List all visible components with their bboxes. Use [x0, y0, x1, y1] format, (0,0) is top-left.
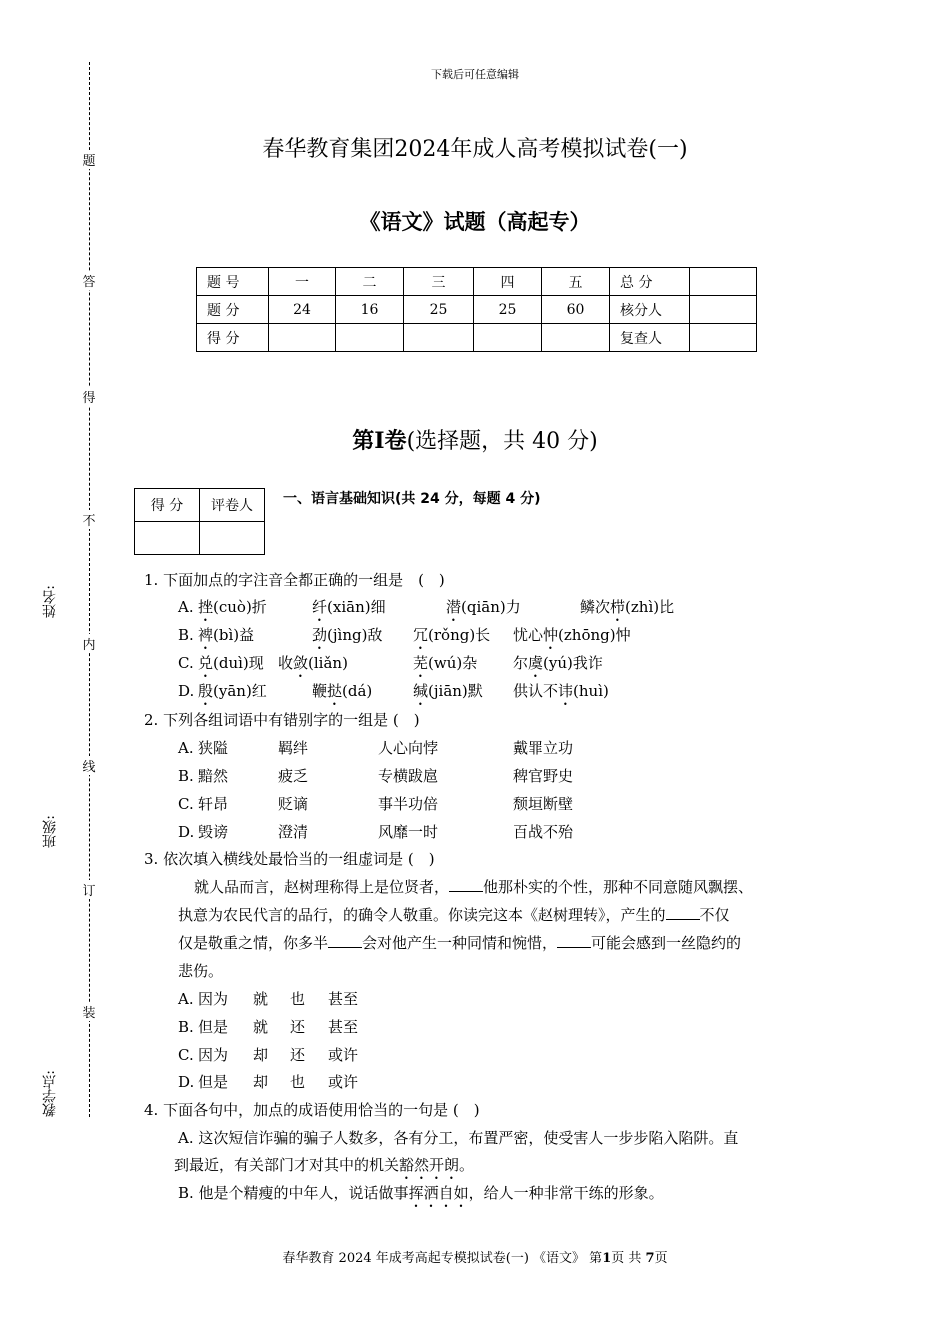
- table-cell: 评卷人: [200, 489, 265, 522]
- option-item: 人心向悖: [378, 739, 439, 757]
- option-item: 鞭挞(dá): [312, 682, 373, 700]
- option-item: 就: [253, 1018, 269, 1036]
- option-item: 供认不讳(huì): [513, 682, 609, 700]
- table-cell: [690, 268, 757, 296]
- table-cell: 25: [404, 296, 474, 324]
- option-letter: D.: [178, 682, 195, 700]
- option-letter: A.: [178, 739, 194, 757]
- name-field-label: 姓名:: [42, 585, 58, 618]
- score-table: [196, 267, 757, 352]
- option-item: 疲乏: [278, 767, 309, 785]
- binding-char: 得: [80, 387, 98, 406]
- table-cell: 16: [336, 296, 404, 324]
- binding-char: 装: [80, 1002, 98, 1021]
- option-item: 或许: [328, 1073, 359, 1091]
- table-cell: 60: [542, 296, 610, 324]
- binding-char: 不: [80, 510, 98, 529]
- option-letter: D.: [178, 823, 195, 841]
- option-item: 也: [290, 990, 306, 1008]
- option-item: 风靡一时: [378, 823, 439, 841]
- option-item: 贬谪: [278, 795, 309, 813]
- option-item: 毁谤: [198, 823, 229, 841]
- table-cell: [404, 324, 474, 352]
- option-item: 或许: [328, 1046, 359, 1064]
- table-cell: 五: [542, 268, 610, 296]
- option-letter: C.: [178, 795, 194, 813]
- table-cell: 总 分: [610, 268, 690, 296]
- binding-char: 题: [80, 150, 98, 169]
- binding-char: 线: [80, 756, 98, 775]
- section-title: [0, 424, 950, 455]
- option-item: 还: [290, 1046, 306, 1064]
- fill-blank: [328, 933, 362, 948]
- exam-subtitle: 《语文》试题（高起专）: [359, 209, 591, 234]
- question-stem: 3. 依次填入横线处最恰当的一组虚词是 ( ): [144, 850, 435, 868]
- option-item: 但是: [198, 1018, 229, 1036]
- table-row: [197, 324, 757, 352]
- option-item: 还: [290, 1018, 306, 1036]
- table-cell: [542, 324, 610, 352]
- option-item: 缄(jiān)默: [413, 682, 483, 700]
- option-item: 轩昂: [198, 795, 229, 813]
- option-item: 鳞次栉(zhì)比: [580, 598, 675, 616]
- option-item: 冗(rǒng)长: [413, 626, 491, 644]
- option-item: 甚至: [328, 1018, 359, 1036]
- center-field-label: 教学点:: [42, 1070, 58, 1117]
- option-item: 裨(bì)益: [198, 626, 255, 644]
- option-item: 黯然: [198, 767, 229, 785]
- option-item: 事半功倍: [378, 795, 439, 813]
- header-note: 下载后可任意编辑: [431, 68, 519, 81]
- option-item: 稗官野史: [513, 767, 574, 785]
- option-item: 也: [290, 1073, 306, 1091]
- page-footer: 春华教育 2024 年成考高起专模拟试卷(一) 《语文》 第1页 共 7页: [282, 1251, 668, 1266]
- option-letter: C.: [178, 654, 194, 672]
- fill-blank: [557, 933, 591, 948]
- passage-line: 就人品而言，赵树理称得上是位贤者， 他那朴实的个性，那种不同意随风飘摆、: [194, 878, 754, 896]
- option-item: 百战不殆: [513, 823, 574, 841]
- question-stem: 1. 下面加点的字注音全都正确的一组是 ( ): [144, 571, 445, 589]
- table-cell: 核分人: [610, 296, 690, 324]
- option-letter: B.: [178, 1018, 194, 1036]
- table-cell: 一: [269, 268, 336, 296]
- table-cell: 得 分: [197, 324, 269, 352]
- question-stem: 4. 下面各句中，加点的成语使用恰当的一句是 ( ): [144, 1101, 480, 1119]
- option-item: 却: [253, 1046, 269, 1064]
- binding-char: 内: [80, 634, 98, 653]
- table-cell: [135, 522, 200, 555]
- table-row: [135, 489, 265, 522]
- option-item: 专横跋扈: [378, 767, 439, 785]
- option-item: 兑(duì)现: [198, 654, 264, 672]
- table-cell: 得 分: [135, 489, 200, 522]
- binding-char: 订: [80, 880, 98, 899]
- fill-blank: [666, 905, 700, 920]
- option-item: 狭隘: [198, 739, 229, 757]
- option-item: 劲(jìng)敌: [312, 626, 383, 644]
- option-item: 颓垣断壁: [513, 795, 574, 813]
- option-item: 挫(cuò)折: [198, 598, 267, 616]
- table-cell: 三: [404, 268, 474, 296]
- table-cell: 题 分: [197, 296, 269, 324]
- option-item: 纤(xiān)细: [312, 598, 386, 616]
- option-item: 羁绊: [278, 739, 309, 757]
- option-item: 却: [253, 1073, 269, 1091]
- option-item: 戴罪立功: [513, 739, 574, 757]
- table-cell: [269, 324, 336, 352]
- exam-title: 春华教育集团2024年成人高考模拟试卷(一): [262, 137, 688, 162]
- table-row: [197, 268, 757, 296]
- table-row: [197, 296, 757, 324]
- grader-table: [134, 488, 265, 555]
- table-cell: [690, 324, 757, 352]
- option-a-line: A. 这次短信诈骗的骗子人数多，各有分工，布置严密，使受害人一步步陷入陷阱。直: [178, 1129, 739, 1147]
- section-title-bold: 第Ⅰ卷: [352, 428, 407, 454]
- table-cell: [690, 296, 757, 324]
- table-cell: 二: [336, 268, 404, 296]
- option-item: 但是: [198, 1073, 229, 1091]
- option-a-line: 到最近，有关部门才对其中的机关豁然开朗。: [174, 1156, 475, 1174]
- passage-line: 仅是敬重之情，你多半 会对他产生一种同情和惋惜， 可能会感到一丝隐约的: [178, 934, 742, 952]
- section-title-rest: (选择题，共 40 分): [406, 429, 598, 454]
- option-item: 尔虞(yú)我诈: [513, 654, 603, 672]
- fill-blank: [449, 877, 483, 892]
- passage-line: 执意为农民代言的品行，的确令人敬重。你读完这本《赵树理转》，产生的 不仅: [178, 906, 730, 924]
- part-heading: 一、语言基础知识(共 24 分，每题 4 分): [283, 491, 541, 507]
- page-total: 7: [645, 1251, 655, 1266]
- option-item: 潜(qiān)力: [446, 598, 521, 616]
- table-cell: [474, 324, 542, 352]
- option-item: 忧心忡(zhōng)忡: [513, 626, 631, 644]
- option-item: 收敛(liǎn): [278, 654, 348, 672]
- option-item: 澄清: [278, 823, 309, 841]
- binding-char: 答: [80, 271, 98, 290]
- option-item: 殷(yān)红: [198, 682, 267, 700]
- table-cell: [200, 522, 265, 555]
- table-cell: 25: [474, 296, 542, 324]
- question-stem: 2. 下列各组词语中有错别字的一组是 ( ): [144, 711, 420, 729]
- option-letter: C.: [178, 1046, 194, 1064]
- table-cell: 题 号: [197, 268, 269, 296]
- class-field-label: 班级:: [42, 815, 58, 848]
- table-cell: 24: [269, 296, 336, 324]
- table-cell: 复查人: [610, 324, 690, 352]
- option-b-line: B. 他是个精瘦的中年人，说话做事挥洒自如，给人一种非常干练的形象。: [178, 1184, 664, 1202]
- table-cell: [336, 324, 404, 352]
- option-item: 甚至: [328, 990, 359, 1008]
- option-item: 芜(wú)杂: [413, 654, 478, 672]
- option-item: 因为: [198, 1046, 229, 1064]
- option-item: 因为: [198, 990, 229, 1008]
- table-row: [135, 522, 265, 555]
- option-letter: B.: [178, 767, 194, 785]
- option-letter: A.: [178, 598, 194, 616]
- option-letter: B.: [178, 626, 194, 644]
- page-number: 1: [602, 1251, 612, 1266]
- option-item: 就: [253, 990, 269, 1008]
- table-cell: 四: [474, 268, 542, 296]
- option-letter: A.: [178, 990, 194, 1008]
- passage-line: 悲伤。: [178, 962, 224, 980]
- option-letter: D.: [178, 1073, 195, 1091]
